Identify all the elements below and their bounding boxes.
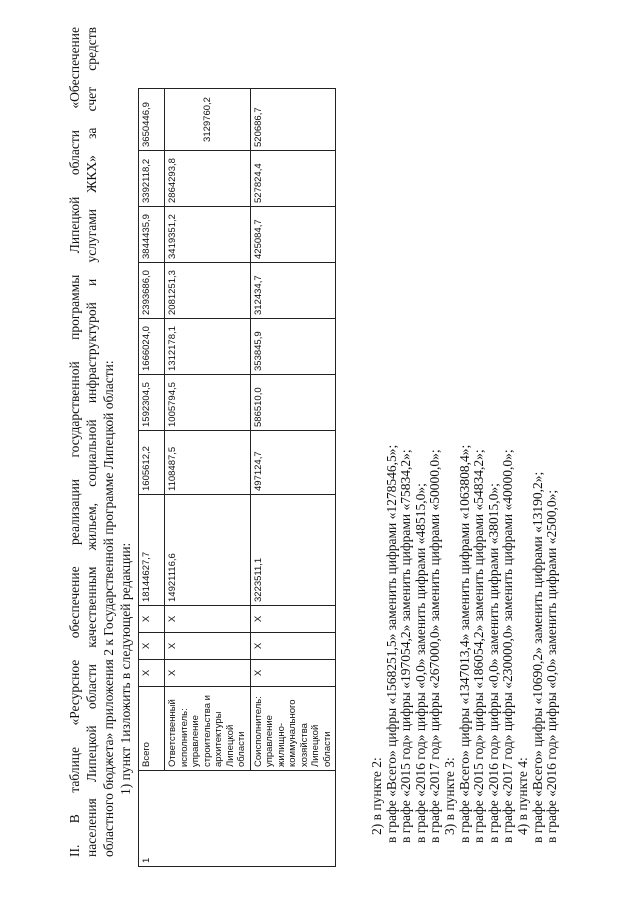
- value-cell: 425084,7: [250, 207, 336, 263]
- value-cell: 2081251,3: [165, 263, 251, 319]
- value-cell: 353845,9: [250, 319, 336, 375]
- list-item: в графе «Всего» цифры «10690,2» заменить цифрами «13190,2»;: [529, 471, 545, 843]
- value-cell: 1312178,1: [165, 319, 251, 375]
- list-item: в графе «2015 год» цифры «186054,2» заменить цифрами «54834,2»;: [471, 449, 487, 843]
- x-cell: Х: [139, 660, 165, 687]
- section-heading: [66, 27, 117, 857]
- value-cell: 3650446,9: [139, 89, 165, 151]
- list-item: 3) в пункте 3:: [441, 757, 457, 835]
- row-number: 1: [139, 771, 336, 867]
- merged-value-cell: 3129760,2: [165, 89, 251, 151]
- table-row: [165, 89, 251, 867]
- x-cell: Х: [165, 633, 251, 660]
- table-row: [250, 89, 336, 867]
- list-item: в графе «2016 год» цифры «0,0» заменить цифрами «38015,0»;: [485, 483, 501, 843]
- heading-line-1: II. В таблице «Ресурсное обеспечение реализации государственной программы Липецкой области «Обеспечение: [67, 27, 82, 857]
- value-cell: 1108487,5: [165, 431, 251, 495]
- table-row: [139, 89, 165, 867]
- heading-line-2: населения Липецкой области качественным жильем, социальной инфраструктурой и услугами ЖКХ» за счет средств: [84, 27, 99, 857]
- list-item: в графе «Всего» цифры «1347013,4» заменить цифрами «1063808,4»;: [456, 444, 472, 843]
- value-cell: 1592304,5: [139, 375, 165, 431]
- x-cell: Х: [250, 633, 336, 660]
- x-cell: Х: [250, 606, 336, 633]
- list-item: в графе «2016 год» цифры «0,0» заменить цифрами «48515,0»;: [412, 483, 428, 843]
- value-cell: 527824,4: [250, 151, 336, 207]
- value-cell: 312434,7: [250, 263, 336, 319]
- x-cell: Х: [250, 660, 336, 687]
- x-cell: Х: [165, 660, 251, 687]
- row-label: Всего: [139, 687, 165, 771]
- total-cell: 3223511,1: [250, 495, 336, 606]
- value-cell: 586510,0: [250, 375, 336, 431]
- resource-table: [138, 88, 336, 867]
- value-cell: 2393686,0: [139, 263, 165, 319]
- total-cell: 18144627,7: [139, 495, 165, 606]
- value-cell: 520686,7: [250, 89, 336, 151]
- list-item: 2) в пункте 2:: [369, 757, 384, 835]
- value-cell: 1605612,2: [139, 431, 165, 495]
- x-cell: Х: [139, 606, 165, 633]
- value-cell: 3844435,9: [139, 207, 165, 263]
- list-item: в графе «2017 год» цифры «267000,0» заменить цифрами «50000,0»;: [427, 449, 443, 843]
- item-1-intro: 1) пункт 1изложить в следующей редакции:: [118, 542, 133, 795]
- list-item: в графе «2015 год» цифры «197054,2» заменить цифрами «75834,2»;: [398, 449, 414, 843]
- list-item: в графе «2017 год» цифры «230000,0» заменить цифрами «40000,0»;: [500, 449, 516, 843]
- x-cell: Х: [139, 633, 165, 660]
- row-label: Ответственный исполнитель: управление строительства и архитектуры Липецкой области: [165, 687, 251, 771]
- total-cell: 14921116,6: [165, 495, 251, 606]
- x-cell: Х: [165, 606, 251, 633]
- value-cell: 2864293,8: [165, 151, 251, 207]
- row-label: Соисполнитель: управление жилищно-коммунального хозяйства Липецкой области: [250, 687, 336, 771]
- list-item: в графе «2016 год» цифры «0,0» заменить цифрами «2500,0»;: [544, 489, 560, 843]
- list-item: 4) в пункте 4:: [514, 757, 530, 835]
- value-cell: 1666024,0: [139, 319, 165, 375]
- value-cell: 3419351,2: [165, 207, 251, 263]
- amendment-list: [370, 445, 560, 843]
- value-cell: 497124,7: [250, 431, 336, 495]
- value-cell: 3392118,2: [139, 151, 165, 207]
- list-item: в графе «Всего» цифры «1568251,5» заменить цифрами «1278546,5»;: [383, 444, 399, 843]
- heading-line-3: областного бюджета» приложения 2 к Государственной программе Липецкой области:: [101, 360, 116, 857]
- value-cell: 1005794,5: [165, 375, 251, 431]
